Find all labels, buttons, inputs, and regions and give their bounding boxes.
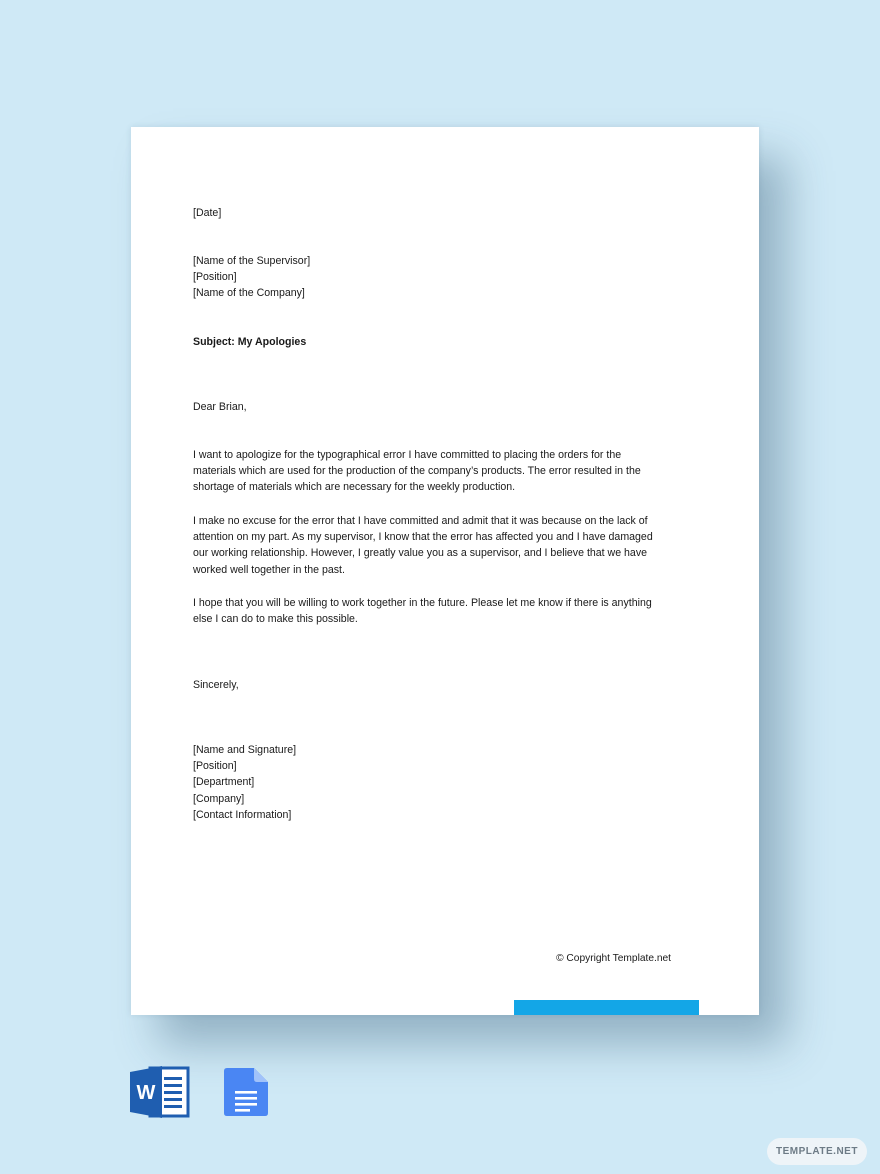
paragraph-line: I hope that you will be willing to work together in the future. Please let me know if there is anything [193,597,652,609]
paragraph-line: I make no excuse for the error that I have committed and admit that it was because on the lack of [193,515,648,527]
signature-name: [Name and Signature] [193,744,297,756]
paragraph-line: attention on my part. As my supervisor, I know that the error has affected you and I have damaged [193,531,653,544]
accent-bar [514,1000,699,1015]
body-paragraph-2 [193,513,673,578]
signature-position: [Position] [193,760,237,773]
paragraph-line: materials which are used for the production of the company’s products. The error resulted in the [193,465,641,478]
recipient-name: [Name of the Supervisor] [193,255,311,267]
word-letter: W [136,1082,156,1104]
template-net-badge[interactable]: TEMPLATE.NET [767,1138,867,1165]
paragraph-line: worked well together in the past. [193,563,345,576]
body-paragraph-1 [193,447,673,496]
paragraph-line: I want to apologize for the typographical error I have committed to placing the orders for the [193,449,622,461]
subject-text: Subject: My Apologies [193,336,307,348]
closing-text: Sincerely, [193,679,239,691]
paragraph-line: else I can do to make this possible. [193,613,358,626]
letter-page [131,127,759,1015]
copyright-notice: © Copyright Template.net [556,953,671,964]
date-block [193,205,673,221]
salutation-text: Dear Brian, [193,401,247,413]
microsoft-word-icon[interactable] [130,1066,190,1118]
recipient-block [193,253,673,302]
recipient-position: [Position] [193,271,237,284]
signature-department: [Department] [193,776,255,789]
recipient-company: [Name of the Company] [193,287,305,300]
subject-line [193,334,673,350]
salutation [193,399,673,415]
paragraph-line: our working relationship. However, I greatly value you as a supervisor, and I believe that we have [193,547,648,560]
google-docs-icon[interactable] [224,1068,268,1116]
body-paragraph-3 [193,595,673,627]
date-placeholder: [Date] [193,207,222,219]
paragraph-line: shortage of materials which are necessary for the weekly production. [193,481,516,494]
signature-contact: [Contact Information] [193,808,292,821]
closing [193,677,673,693]
signature-block [193,742,673,823]
signature-company: [Company] [193,792,245,805]
